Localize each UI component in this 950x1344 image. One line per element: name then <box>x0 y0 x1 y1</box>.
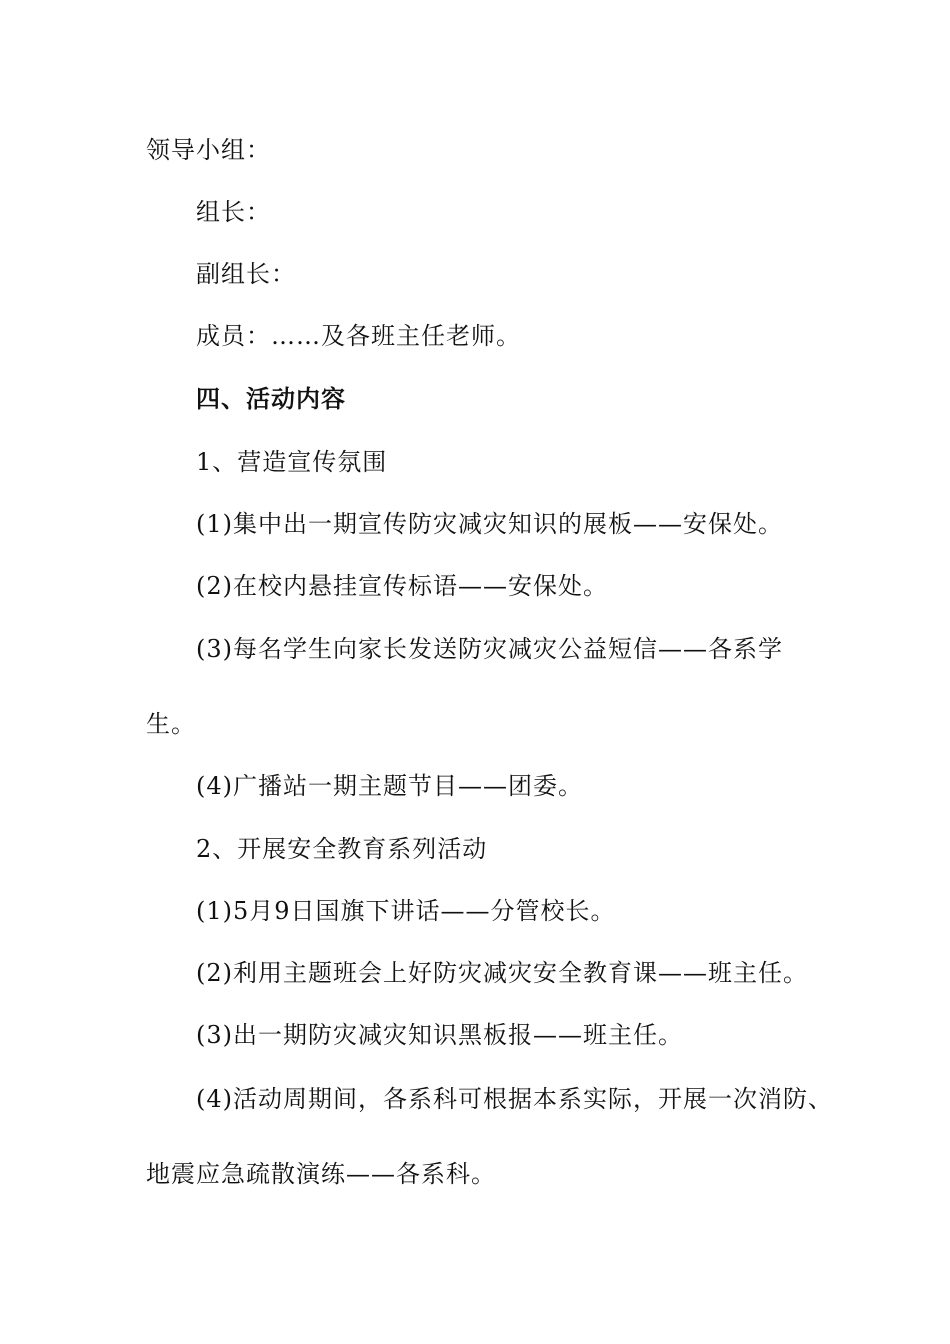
item1-sub2: (2)在校内悬挂宣传标语——安保处。 <box>196 572 608 600</box>
members-line: 成员：……及各班主任老师。 <box>196 322 521 350</box>
item2-sub4-line1: (4)活动周期间，各系科可根据本系实际，开展一次消防、 <box>196 1085 833 1113</box>
item2-sub4-line2: 地震应急疏散演练——各系科。 <box>146 1160 496 1188</box>
item1-sub3-line1: (3)每名学生向家长发送防灾减灾公益短信——各系学 <box>196 635 783 663</box>
section-four-heading: 四、活动内容 <box>196 384 346 413</box>
item1-sub3-line2: 生。 <box>146 710 196 738</box>
item2-sub3: (3)出一期防灾减灾知识黑板报——班主任。 <box>196 1021 683 1049</box>
leader-label: 组长： <box>196 198 271 226</box>
item1-sub4: (4)广播站一期主题节目——团委。 <box>196 772 583 800</box>
item2-sub1: (1)5月9日国旗下讲话——分管校长。 <box>196 897 616 925</box>
deputy-leader-label: 副组长： <box>196 260 296 288</box>
item1-heading: 1、营造宣传氛围 <box>196 448 388 476</box>
leadership-heading: 领导小组： <box>146 136 271 164</box>
item1-sub1: (1)集中出一期宣传防灾减灾知识的展板——安保处。 <box>196 510 783 538</box>
item2-heading: 2、开展安全教育系列活动 <box>196 835 488 863</box>
item2-sub2: (2)利用主题班会上好防灾减灾安全教育课——班主任。 <box>196 959 808 987</box>
